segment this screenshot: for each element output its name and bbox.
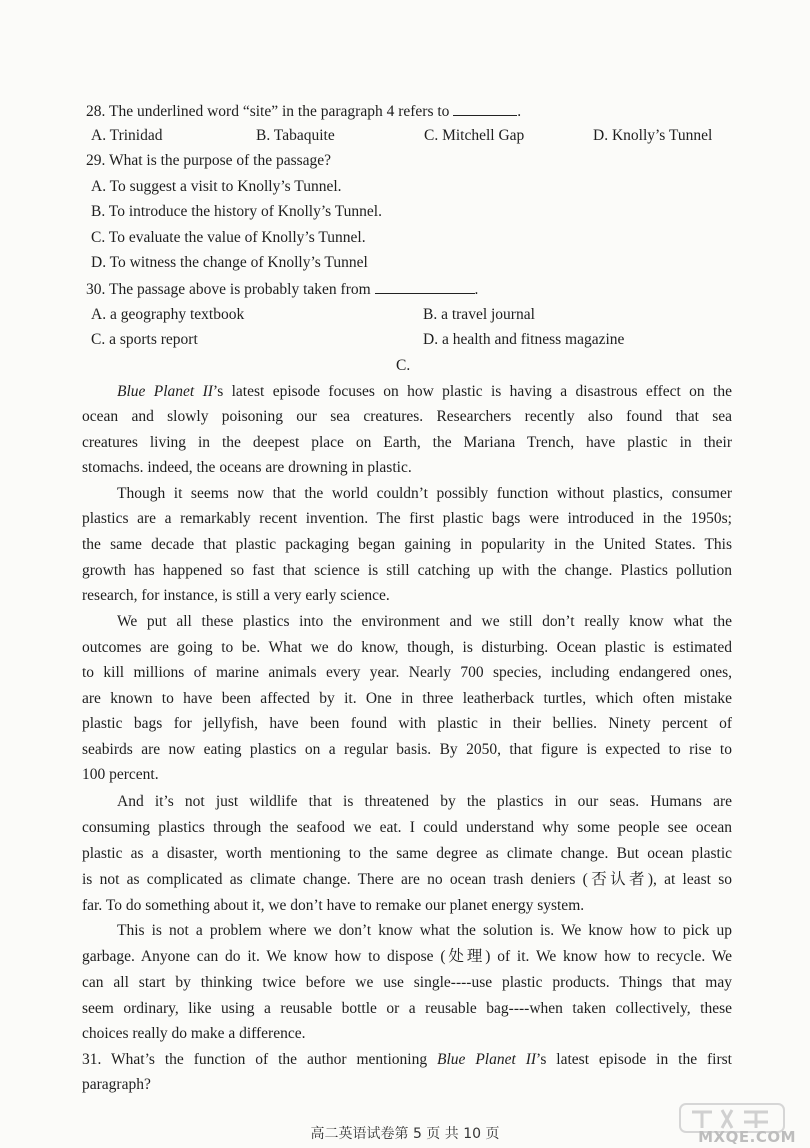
passage-p3-line-7: 100 percent. [82, 766, 159, 783]
passage-p4-line-1: And it’s not just wildlife that is threatened by the plastics in our seas. Humans are [117, 793, 732, 810]
passage-p4-line-5: far. To do something about it, we don’t have to remake our planet energy system. [82, 897, 585, 914]
passage-p2-line-2: plastics are a remarkably recent invention. The first plastic bags were introduced in the 1950s; [82, 510, 732, 527]
q28-option-c: C. Mitchell Gap [424, 127, 525, 144]
passage-p2-line-5: research, for instance, is still a very early science. [82, 587, 390, 604]
q30-option-d: D. a health and fitness magazine [423, 331, 625, 348]
passage-p2-line-1: Though it seems now that the world couldn’t possibly function without plastics, consumer [117, 485, 732, 502]
watermark-text: MXQE.COM [698, 1128, 796, 1146]
passage-p1-line-3: creatures living in the deepest place on Earth, the Mariana Trench, have plastic in their [82, 434, 732, 451]
question-30-stem: 30. The passage above is probably taken from . [86, 281, 479, 298]
section-label: C. [396, 357, 411, 374]
question-31-stem: 31. What’s the function of the author mentioning Blue Planet II’s latest episode in the first [82, 1051, 732, 1068]
passage-p3-line-1: We put all these plastics into the environment and we still don’t really know what the [117, 613, 732, 630]
answer-blank [453, 101, 517, 116]
answer-blank [375, 279, 475, 294]
passage-p3-line-5: plastic bags for jellyfish, have been found with plastic in their bellies. Ninety percent of [82, 715, 732, 732]
question-28-stem: 28. The underlined word “site” in the paragraph 4 refers to . [86, 103, 522, 120]
title-italic: Blue Planet II [117, 383, 213, 400]
question-31-stem-cont: paragraph? [82, 1076, 151, 1093]
passage-p4-line-4: is not as complicated as climate change. There are no ocean trash deniers (否认者), at least so [82, 871, 732, 888]
question-29-stem: 29. What is the purpose of the passage? [86, 152, 332, 169]
passage-p2-line-4: growth has happened so fast that science is still catching up with the change. Plastics pollution [82, 562, 732, 579]
page-footer: 高二英语试卷第 5 页 共 10 页 [310, 1126, 500, 1142]
q29-option-c: C. To evaluate the value of Knolly’s Tunnel. [91, 229, 366, 246]
q28-option-d: D. Knolly’s Tunnel [593, 127, 713, 144]
q29-option-d: D. To witness the change of Knolly’s Tunnel [91, 254, 368, 271]
passage-p1-line-2: ocean and slowly poisoning our sea creatures. Researchers recently also found that sea [82, 408, 732, 425]
passage-p1-line-4: stomachs. indeed, the oceans are drowning in plastic. [82, 459, 412, 476]
passage-p3-line-2: outcomes are going to be. What we do know, though, is disturbing. Ocean plastic is estimated [82, 639, 732, 656]
q29-option-a: A. To suggest a visit to Knolly’s Tunnel. [91, 178, 342, 195]
passage-p3-line-4: are known to have been affected by it. One in three leatherback turtles, which often mistake [82, 690, 732, 707]
passage-p5-line-3: can all start by thinking twice before we use single----use plastic products. Things that may [82, 974, 732, 991]
passage-p5-line-1: This is not a problem where we don’t know what the solution is. We know how to pick up [117, 922, 732, 939]
q30-option-b: B. a travel journal [423, 306, 535, 323]
passage-p5-line-4: seem ordinary, like using a reusable bottle or a reusable bag----when taken collectively, these [82, 1000, 732, 1017]
q28-option-a: A. Trinidad [91, 127, 163, 144]
passage-p5-line-5: choices really do make a difference. [82, 1025, 306, 1042]
passage-p4-line-3: plastic as a disaster, worth mentioning to the same degree as climate change. But ocean plastic [82, 845, 732, 862]
passage-p4-line-2: consuming plastics through the seafood we eat. I could understand why some people see ocean [82, 819, 732, 836]
passage-p3-line-3: to kill millions of marine animals every year. Nearly 700 species, including endangered ones, [82, 664, 732, 681]
q29-option-b: B. To introduce the history of Knolly’s Tunnel. [91, 203, 382, 220]
q28-option-b: B. Tabaquite [256, 127, 335, 144]
q30-option-a: A. a geography textbook [91, 306, 245, 323]
passage-p5-line-2: garbage. Anyone can do it. We know how to dispose (处理) of it. We know how to recycle. We [82, 948, 732, 965]
passage-p1-line-1: Blue Planet II’s latest episode focuses on how plastic is having a disastrous effect on the [117, 383, 732, 400]
q30-option-c: C. a sports report [91, 331, 198, 348]
passage-p3-line-6: seabirds are now eating plastics on a regular basis. By 2050, that figure is expected to rise to [82, 741, 732, 758]
passage-p2-line-3: the same decade that plastic packaging began gaining in popularity in the United States. This [82, 536, 732, 553]
